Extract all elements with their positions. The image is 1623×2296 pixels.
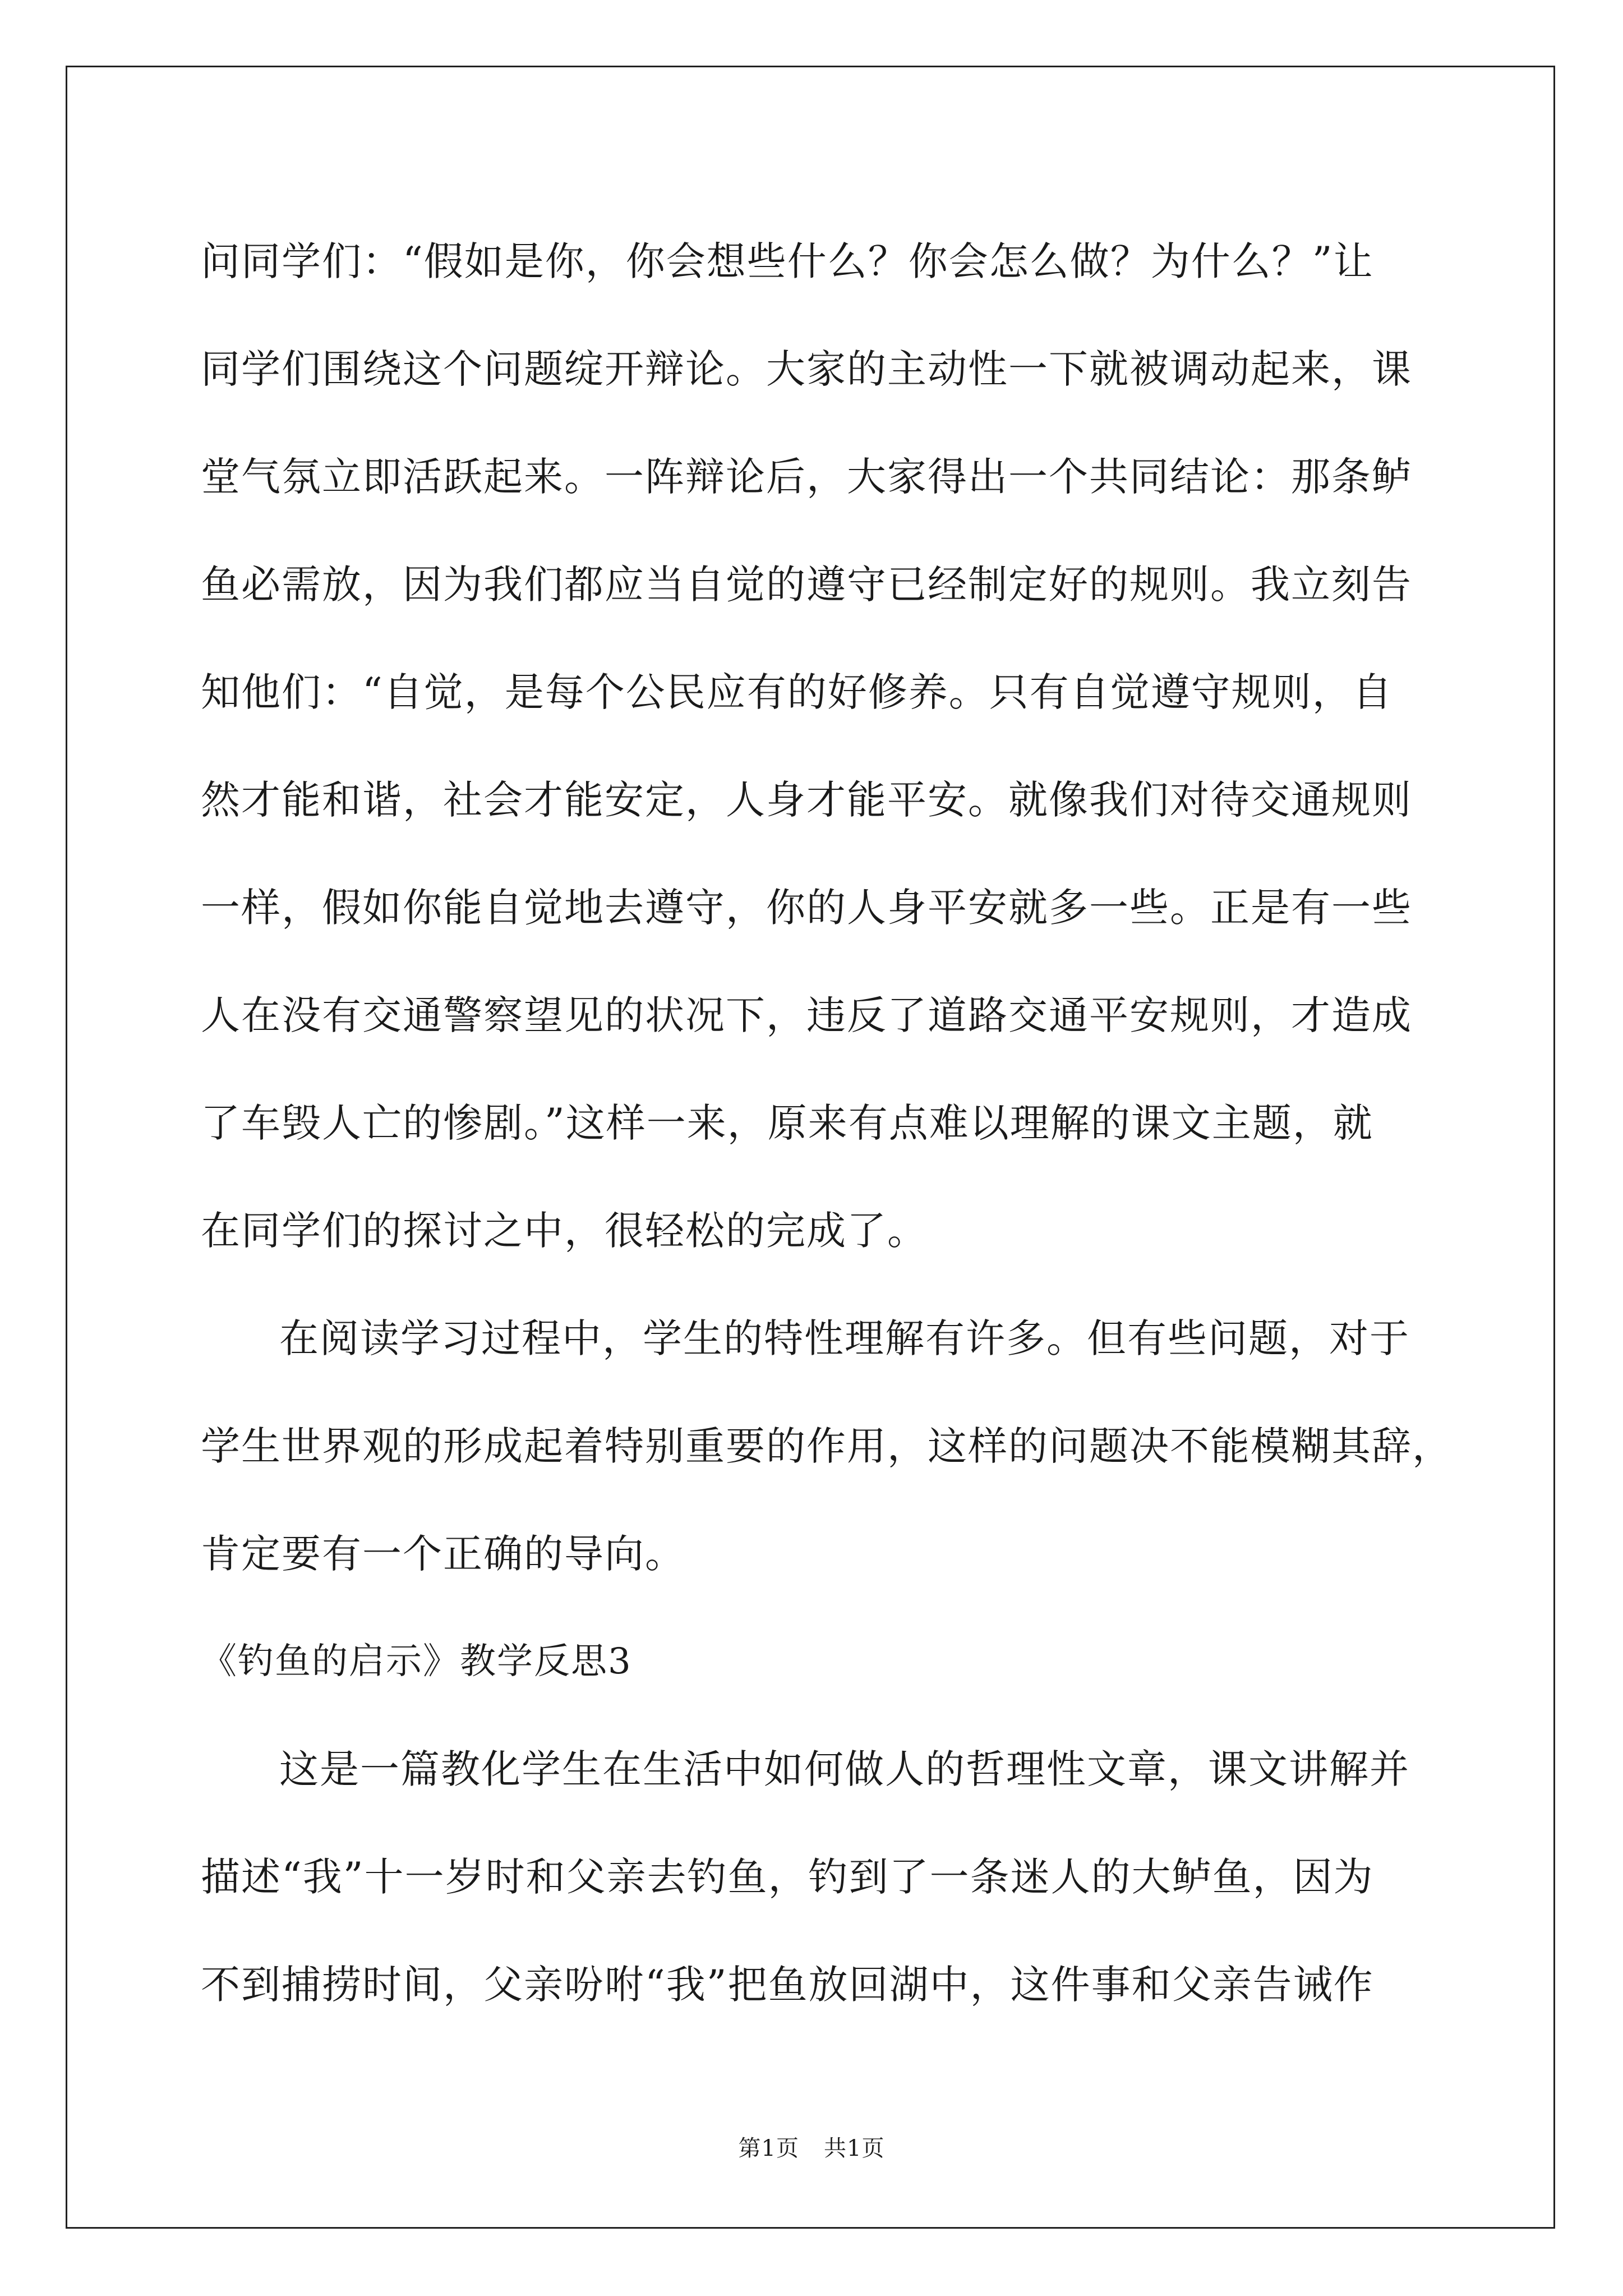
text-line: 鱼必需放，因为我们都应当自觉的遵守已经制定好的规则。我立刻告 [201, 562, 1412, 608]
text-line: 知他们：“自觉，是每个公民应有的好修养。只有自觉遵守规则，自 [201, 669, 1393, 715]
text-line: 人在没有交通警察望见的状况下，违反了道路交通平安规则，才造成 [201, 992, 1412, 1038]
text-line: 不到捕捞时间，父亲吩咐“我”把鱼放回湖中，这件事和父亲告诫作 [201, 1962, 1374, 2008]
paragraph-start-line: 在阅读学习过程中，学生的特性理解有许多。但有些问题，对于 [279, 1315, 1410, 1361]
document-body [201, 208, 1453, 2039]
text-line: 描述“我”十一岁时和父亲去钓鱼，钓到了一条迷人的大鲈鱼，因为 [201, 1854, 1374, 1900]
text-line: 堂气氛立即活跃起来。一阵辩论后，大家得出一个共同结论：那条鲈 [201, 454, 1412, 500]
text-line: 了车毁人亡的惨剧。”这样一来，原来有点难以理解的课文主题，就 [201, 1100, 1373, 1146]
section-heading: 《钓鱼的启示》教学反思3 [201, 1641, 632, 1682]
text-line: 在同学们的探讨之中，很轻松的完成了。 [201, 1208, 928, 1254]
text-line: 然才能和谐，社会才能安定，人身才能平安。就像我们对待交通规则 [201, 777, 1412, 823]
total-pages: 共1页 [824, 2136, 885, 2161]
text-line: 问同学们：“假如是你，你会想些什么？你会怎么做？为什么？”让 [201, 238, 1374, 284]
page-number: 第1页 [738, 2136, 799, 2161]
text-line: 一样，假如你能自觉地去遵守，你的人身平安就多一些。正是有一些 [201, 885, 1412, 931]
text-line: 学生世界观的形成起着特别重要的作用，这样的问题决不能模糊其辞， [201, 1423, 1453, 1469]
text-line: 肯定要有一个正确的导向。 [201, 1531, 685, 1577]
paragraph-start-line: 这是一篇教化学生在生活中如何做人的哲理性文章，课文讲解并 [279, 1746, 1410, 1792]
page-footer [0, 2134, 1623, 2162]
text-line: 同学们围绕这个问题绽开辩论。大家的主动性一下就被调动起来，课 [201, 346, 1412, 392]
